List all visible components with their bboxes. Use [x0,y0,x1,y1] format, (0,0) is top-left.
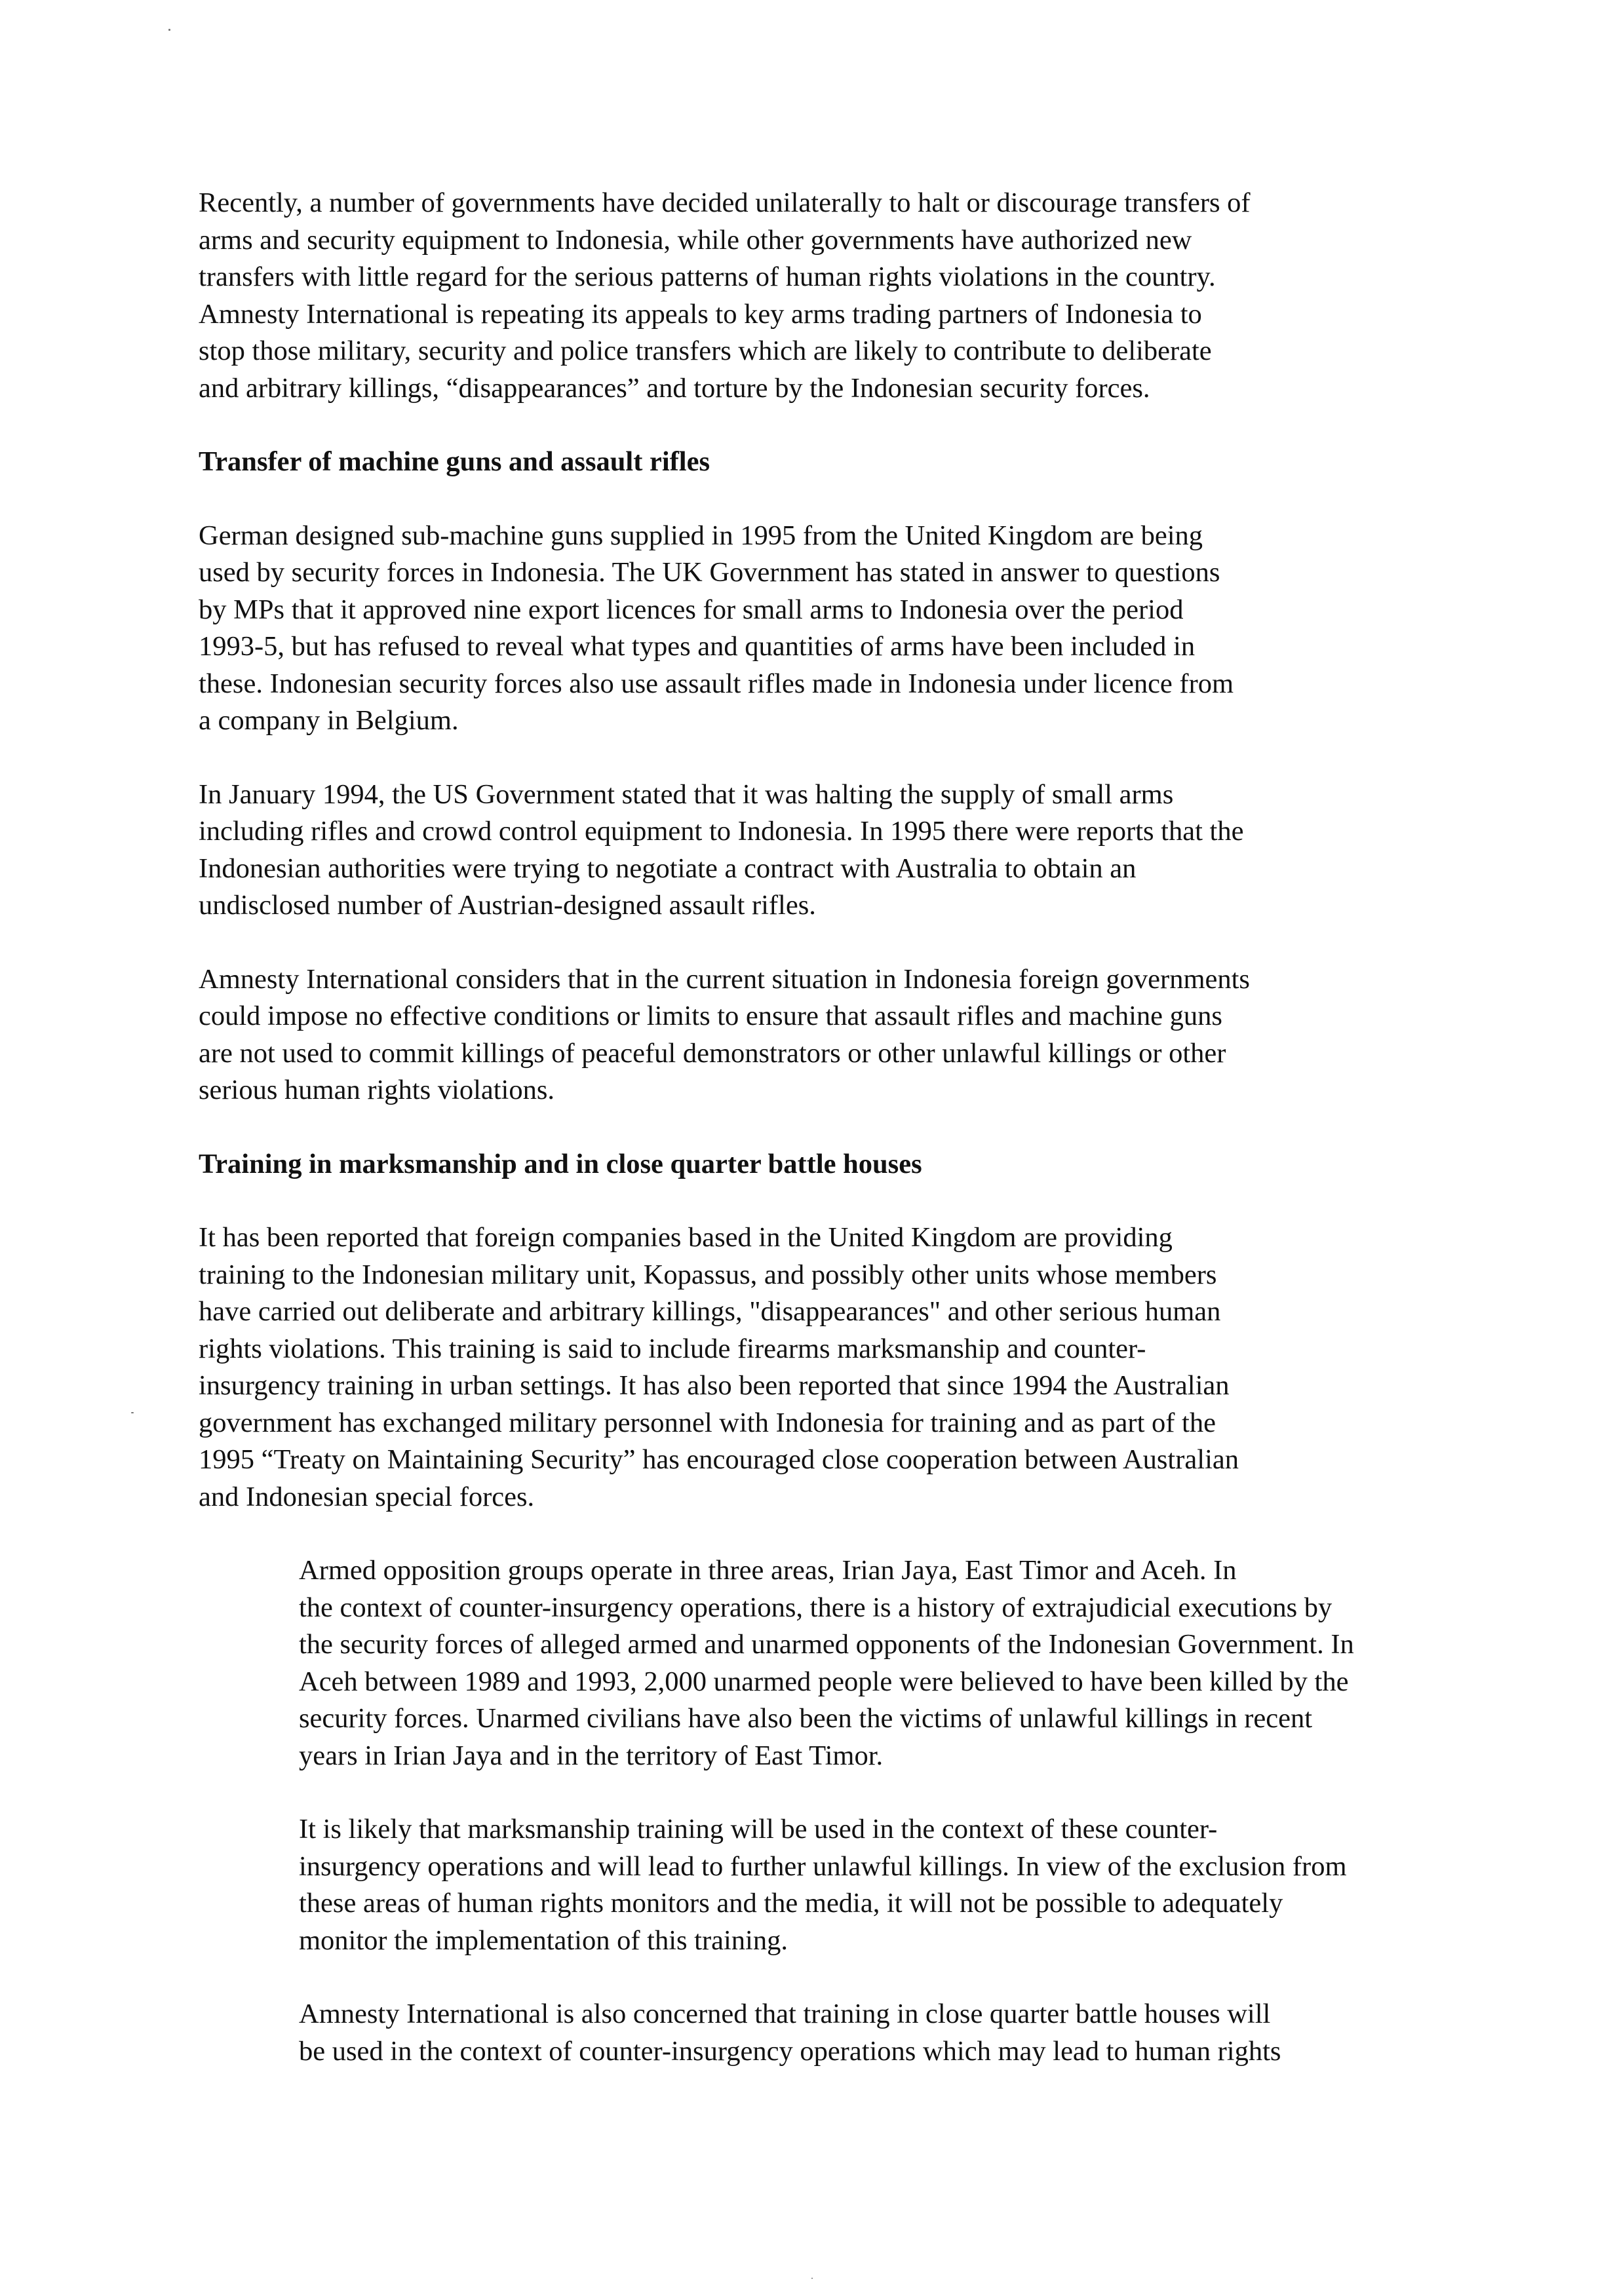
text-line: training to the Indonesian military unit, Kopassus, and possibly other units whose members [199,1259,1217,1290]
text-line: insurgency operations and will lead to further unlawful killings. In view of the exclusion from [299,1850,1347,1882]
section-heading: Transfer of machine guns and assault rifles [199,446,710,477]
text-line: In January 1994, the US Government stated that it was halting the supply of small arms [199,778,1174,810]
text-line: a company in Belgium. [199,705,459,736]
text-line: these areas of human rights monitors and the media, it will not be possible to adequately [299,1888,1283,1919]
text-line: government has exchanged military personnel with Indonesia for training and as part of the [199,1407,1216,1438]
paragraph [199,1996,1444,2070]
paragraph [199,518,1444,740]
text-line: and Indonesian special forces. [199,1481,535,1512]
paragraph [199,185,1444,407]
text-line: Amnesty International considers that in the current situation in Indonesia foreign governments [199,963,1250,995]
text-line: the security forces of alleged armed and unarmed opponents of the Indonesian Government. In [299,1629,1354,1660]
paragraph [199,776,1444,925]
text-line: could impose no effective conditions or limits to ensure that assault rifles and machine guns [199,1001,1222,1031]
text-line: security forces. Unarmed civilians have also been the victims of unlawful killings in recent [299,1703,1313,1734]
text-line: and arbitrary killings, “disappearances” and torture by the Indonesian security forces. [199,372,1150,404]
text-line: It has been reported that foreign companies based in the United Kingdom are providing [199,1222,1173,1253]
text-line: Armed opposition groups operate in three areas, Irian Jaya, East Timor and Aceh. In [299,1555,1237,1586]
text-line: have carried out deliberate and arbitrary killings, "disappearances" and other serious human [199,1296,1221,1327]
text-line: rights violations. This training is said to include firearms marksmanship and counter- [199,1333,1146,1364]
text-line: serious human rights violations. [199,1075,555,1105]
scan-speck [168,29,170,31]
paragraph [199,1219,1444,1516]
text-line: Amnesty International is also concerned that training in close quarter battle houses will [299,1999,1271,2029]
paragraph [199,1811,1444,1959]
document-body [199,185,1444,2107]
text-line: Recently, a number of governments have decided unilaterally to halt or discourage transfers of [199,187,1251,218]
text-line: German designed sub-machine guns supplied in 1995 from the United Kingdom are being [199,520,1203,551]
text-line: the context of counter-insurgency operations, there is a history of extrajudicial executions by [299,1592,1333,1623]
text-line: undisclosed number of Austrian-designed assault rifles. [199,890,816,921]
text-line: Aceh between 1989 and 1993, 2,000 unarmed people were believed to have been killed by the [299,1666,1349,1697]
section-heading: Training in marksmanship and in close quarter battle houses [199,1148,922,1179]
text-line: 1993-5, but has refused to reveal what types and quantities of arms have been included in [199,631,1196,662]
text-line: It is likely that marksmanship training will be used in the context of these counter- [299,1814,1218,1845]
text-line: used by security forces in Indonesia. The UK Government has stated in answer to questions [199,557,1220,588]
text-line: 1995 “Treaty on Maintaining Security” has encouraged close cooperation between Australian [199,1444,1239,1475]
text-line: insurgency training in urban settings. It has also been reported that since 1994 the Australian [199,1370,1230,1401]
text-line: arms and security equipment to Indonesia, while other governments have authorized new [199,224,1192,256]
text-line: including rifles and crowd control equipment to Indonesia. In 1995 there were reports that the [199,816,1244,847]
text-line: years in Irian Jaya and in the territory of East Timor. [299,1740,884,1771]
text-line: Amnesty International is repeating its appeals to key arms trading partners of Indonesia to [199,298,1202,330]
scan-speck [811,2278,813,2279]
text-line: transfers with little regard for the serious patterns of human rights violations in the country. [199,261,1216,292]
text-line: be used in the context of counter-insurgency operations which may lead to human rights [299,2035,1281,2067]
paragraph [199,1552,1444,1774]
text-line: by MPs that it approved nine export licences for small arms to Indonesia over the period [199,594,1184,625]
text-line: stop those military, security and police transfers which are likely to contribute to deliberate [199,335,1212,366]
paragraph [199,961,1444,1109]
text-line: Indonesian authorities were trying to negotiate a contract with Australia to obtain an [199,852,1137,884]
text-line: monitor the implementation of this training. [299,1924,788,1956]
text-line: are not used to commit killings of peaceful demonstrators or other unlawful killings or other [199,1037,1226,1069]
text-line: these. Indonesian security forces also use assault rifles made in Indonesia under licence from [199,668,1234,699]
scan-speck [131,1412,134,1413]
